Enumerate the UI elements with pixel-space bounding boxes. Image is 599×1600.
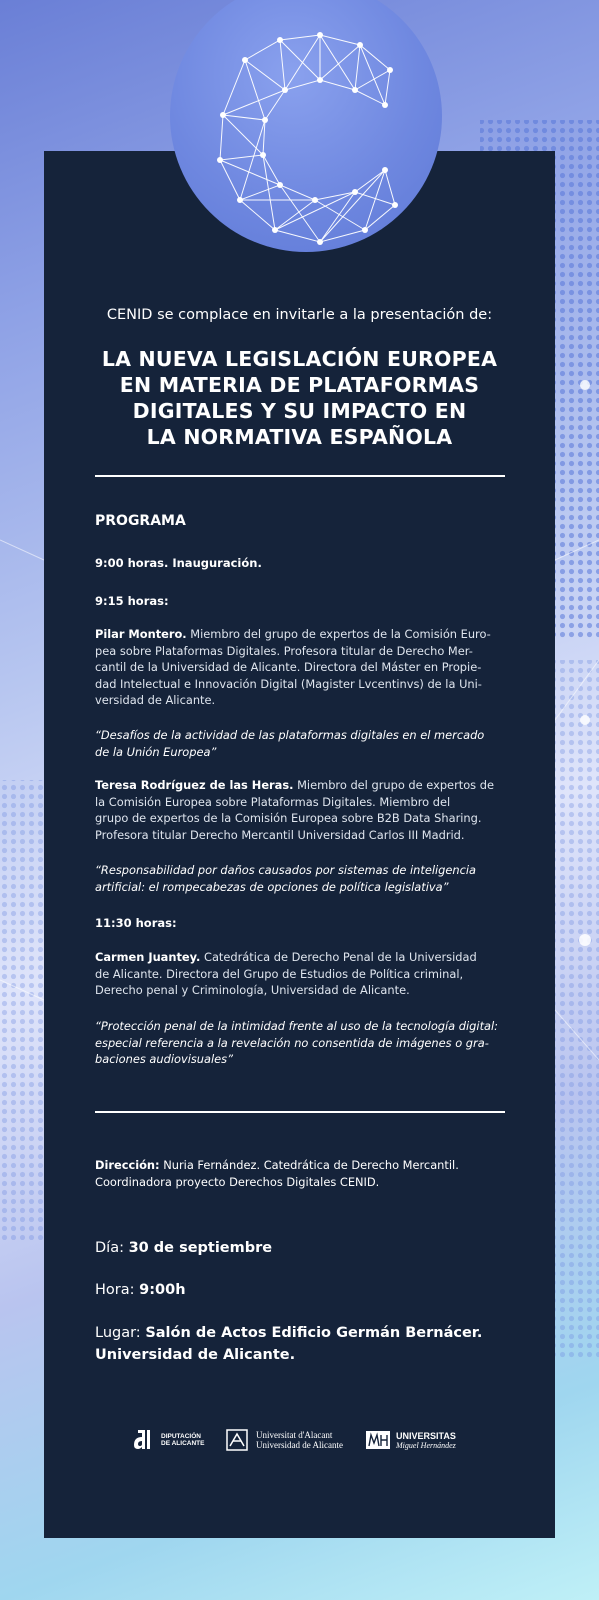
lugar-value-2: Universidad de Alicante. [95, 1347, 296, 1363]
diputacion-text [161, 1433, 204, 1447]
speaker1-talk [95, 727, 507, 760]
sponsor-logos [130, 1424, 470, 1456]
direccion-block [95, 1157, 507, 1190]
logo-text-line: Universitat d'Alacant [256, 1430, 333, 1440]
speaker2-bio [95, 777, 507, 843]
hora-label: Hora: [95, 1282, 135, 1298]
speaker2-talk [95, 862, 507, 895]
direccion-label: Dirección: [95, 1158, 160, 1172]
talk-line: “Responsabilidad por daños causados por sistemas de inteligencia [95, 863, 477, 877]
divider [95, 475, 505, 477]
talk-line: especial referencia a la revelación no consentida de imágenes o gra- [95, 1035, 489, 1050]
logo-text-line: Universidad de Alicante [256, 1440, 343, 1450]
hora-line [95, 1279, 186, 1301]
umh-logo-icon [365, 1427, 391, 1453]
divider [95, 1111, 505, 1113]
logo-text-line: UNIVERSITAS [396, 1430, 456, 1441]
bio-line: Miembro del grupo de expertos de la Comisión Euro- [190, 627, 491, 641]
talk-line: “Desafíos de la actividad de las plataformas digitales en el mercado [95, 728, 485, 742]
intro-text: CENID se complace en invitarle a la presentación de: [106, 307, 493, 323]
umh-text [396, 1431, 456, 1450]
bio-line: dad Intelectual e Innovación Digital (Magister Lvcentinvs) de la Uni- [95, 676, 482, 691]
hora-value: 9:00h [139, 1282, 186, 1298]
title-line: LA NUEVA LEGISLACIÓN EUROPEA [101, 347, 498, 371]
lugar-value: Salón de Actos Edificio Germán Bernácer. [145, 1325, 483, 1341]
bio-line: Miembro del grupo de expertos de [297, 778, 494, 792]
speaker2-name: Teresa Rodríguez de las Heras. [95, 778, 294, 792]
talk-line: de la Unión Europea” [95, 744, 217, 759]
bio-line: Catedrática de Derecho Penal de la Universidad [203, 950, 477, 964]
title-line: EN MATERIA DE PLATAFORMAS [119, 373, 480, 397]
title-line: DIGITALES Y SU IMPACTO EN [132, 399, 467, 423]
inauguracion-line: 9:00 horas. Inauguración. [95, 556, 262, 570]
bio-line: de Alicante. Directora del Grupo de Estudios de Política criminal, [95, 966, 464, 981]
direccion-line: Nuria Fernández. Catedrática de Derecho Mercantil. [163, 1158, 459, 1172]
logo-universidad-alicante [225, 1424, 343, 1456]
dia-line [95, 1237, 272, 1259]
lugar-label: Lugar: [95, 1325, 141, 1341]
title-line: LA NORMATIVA ESPAÑOLA [146, 425, 453, 449]
bio-line: cantil de la Universidad de Alicante. Directora del Máster en Propie- [95, 660, 482, 674]
ua-logo-icon [225, 1427, 251, 1453]
logo-text-line: DIPUTACIÓN [161, 1433, 201, 1440]
speaker3-talk [95, 1018, 507, 1068]
bio-line: Derecho penal y Criminología, Universidad de Alicante. [95, 983, 410, 997]
bio-line: grupo de expertos de la Comisión Europea sobre B2B Data Sharing. [95, 811, 482, 825]
talk-line: artificial: el rompecabezas de opciones de política legislativa” [95, 879, 449, 894]
logo-text-line: DE ALICANTE [161, 1440, 205, 1447]
slot2-time: 11:30 horas: [95, 916, 177, 930]
speaker1-name: Pilar Montero. [95, 627, 187, 641]
logo-diputacion [130, 1424, 204, 1456]
lugar-line [95, 1322, 482, 1366]
slot1-time: 9:15 horas: [95, 594, 169, 608]
talk-line: “Protección penal de la intimidad frente al uso de la tecnología digital: [95, 1019, 499, 1033]
logo-text-line: Miguel Hernández [396, 1440, 456, 1450]
diputacion-logo-icon [130, 1427, 156, 1453]
dia-value: 30 de septiembre [128, 1240, 273, 1256]
programa-heading: PROGRAMA [95, 513, 186, 529]
speaker1-bio [95, 626, 507, 709]
dia-label: Día: [95, 1240, 124, 1256]
logo-umh [365, 1424, 456, 1456]
direccion-line: Coordinadora proyecto Derechos Digitales CENID. [95, 1174, 380, 1189]
bio-line: la Comisión Europea sobre Plataformas Digitales. Miembro del [95, 794, 451, 809]
bio-line: versidad de Alicante. [95, 693, 216, 707]
talk-line: baciones audiovisuales” [95, 1052, 234, 1066]
bio-line: Profesora titular Derecho Mercantil Universidad Carlos III Madrid. [95, 827, 465, 842]
bio-line: pea sobre Plataformas Digitales. Profesora titular de Derecho Mer- [95, 643, 473, 658]
event-title [44, 346, 555, 450]
speaker3-bio [95, 949, 507, 999]
speaker3-name: Carmen Juantey. [95, 950, 201, 964]
ua-text [256, 1430, 343, 1450]
